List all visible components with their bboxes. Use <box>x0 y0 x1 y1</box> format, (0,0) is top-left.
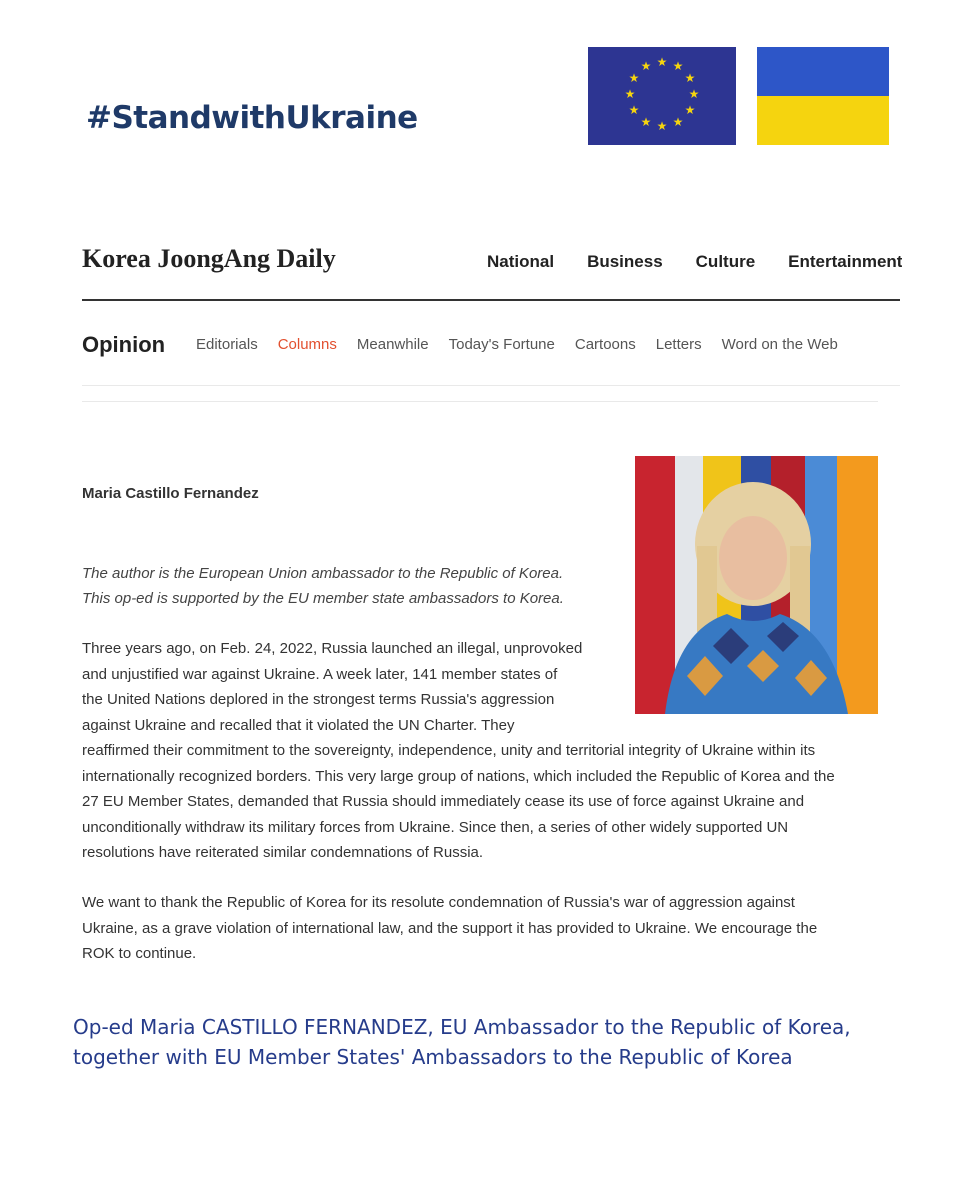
article-paragraph-2 <box>82 890 882 967</box>
header-divider <box>82 299 900 301</box>
ukraine-flag <box>757 47 889 145</box>
nav-national[interactable]: National <box>487 252 555 271</box>
paragraph-line: against Ukraine and recalled that it violated the UN Charter. They <box>82 716 515 734</box>
paragraph-line: ROK to continue. <box>82 945 197 962</box>
author-note <box>82 561 622 611</box>
subnav-todays-fortune[interactable]: Today's Fortune <box>448 336 555 353</box>
paragraph-line: and unjustified war against Ukraine. A week later, 141 member states of <box>82 665 558 683</box>
nav-culture[interactable]: Culture <box>695 252 756 271</box>
svg-text:★: ★ <box>656 55 668 69</box>
subnav-meanwhile[interactable]: Meanwhile <box>356 336 429 353</box>
author-note-line: This op-ed is supported by the EU member state ambassadors to Korea. <box>82 590 564 607</box>
hashtag-title: #StandwithUkraine <box>86 100 418 136</box>
author-photo-image <box>635 456 878 714</box>
content-divider <box>82 401 878 402</box>
svg-text:★: ★ <box>688 87 700 101</box>
ukraine-flag-yellow <box>757 96 889 145</box>
caption-line: Op-ed Maria CASTILLO FERNANDEZ, EU Ambassador to the Republic of Korea, <box>73 1015 851 1039</box>
paragraph-line: resolutions have reiterated similar condemnations of Russia. <box>82 844 484 861</box>
section-title[interactable]: Opinion <box>82 332 166 357</box>
paragraph-line: internationally recognized borders. This very large group of nations, which included the Republic of Korea and the <box>82 767 835 785</box>
svg-text:★: ★ <box>656 119 668 133</box>
author-photo <box>635 456 878 714</box>
subnav-divider <box>82 385 900 386</box>
paragraph-line: unconditionally withdraw its military forces from Ukraine. Since then, a series of other widely supported UN <box>82 818 789 836</box>
section-subnav <box>196 336 838 353</box>
svg-text:★: ★ <box>628 71 640 85</box>
nav-entertainment[interactable]: Entertainment <box>788 252 902 271</box>
paragraph-line: reaffirmed their commitment to the sovereignty, independence, unity and territorial integrity of Ukraine within its <box>82 742 816 759</box>
main-nav <box>487 252 902 272</box>
subnav-cartoons[interactable]: Cartoons <box>574 336 636 353</box>
svg-text:★: ★ <box>684 71 696 85</box>
svg-text:★: ★ <box>628 103 640 117</box>
subnav-letters[interactable]: Letters <box>655 336 702 353</box>
svg-text:★: ★ <box>624 87 636 101</box>
paragraph-line: Ukraine, as a grave violation of international law, and the support it has provided to Ukraine. We encourage the <box>82 919 818 937</box>
eu-flag <box>588 47 736 145</box>
svg-text:★: ★ <box>640 115 652 129</box>
author-note-line: The author is the European Union ambassador to the Republic of Korea. <box>82 565 564 582</box>
newspaper-logo[interactable]: Korea JoongAng Daily <box>82 244 336 273</box>
eu-stars <box>588 47 736 145</box>
image-caption <box>73 1012 933 1072</box>
svg-text:★: ★ <box>684 103 696 117</box>
ukraine-flag-blue <box>757 47 889 96</box>
paragraph-line: We want to thank the Republic of Korea for its resolute condemnation of Russia's war of aggression against <box>82 894 795 911</box>
subnav-columns[interactable]: Columns <box>277 336 337 353</box>
paragraph-line: the United Nations deplored in the strongest terms Russia's aggression <box>82 691 555 708</box>
svg-text:★: ★ <box>640 59 652 73</box>
paragraph-line: 27 EU Member States, demanded that Russia should immediately cease its use of force against Ukraine and <box>82 793 805 810</box>
paragraph-line: Three years ago, on Feb. 24, 2022, Russia launched an illegal, unprovoked <box>82 640 583 657</box>
svg-text:★: ★ <box>672 115 684 129</box>
caption-line: together with EU Member States' Ambassadors to the Republic of Korea <box>73 1045 793 1069</box>
nav-business[interactable]: Business <box>587 252 663 271</box>
subnav-editorials[interactable]: Editorials <box>196 336 258 353</box>
main-nav-clip <box>487 245 902 281</box>
svg-text:★: ★ <box>672 59 684 73</box>
article-author[interactable]: Maria Castillo Fernandez <box>82 485 259 502</box>
subnav-word-on-the-web[interactable]: Word on the Web <box>721 336 838 353</box>
